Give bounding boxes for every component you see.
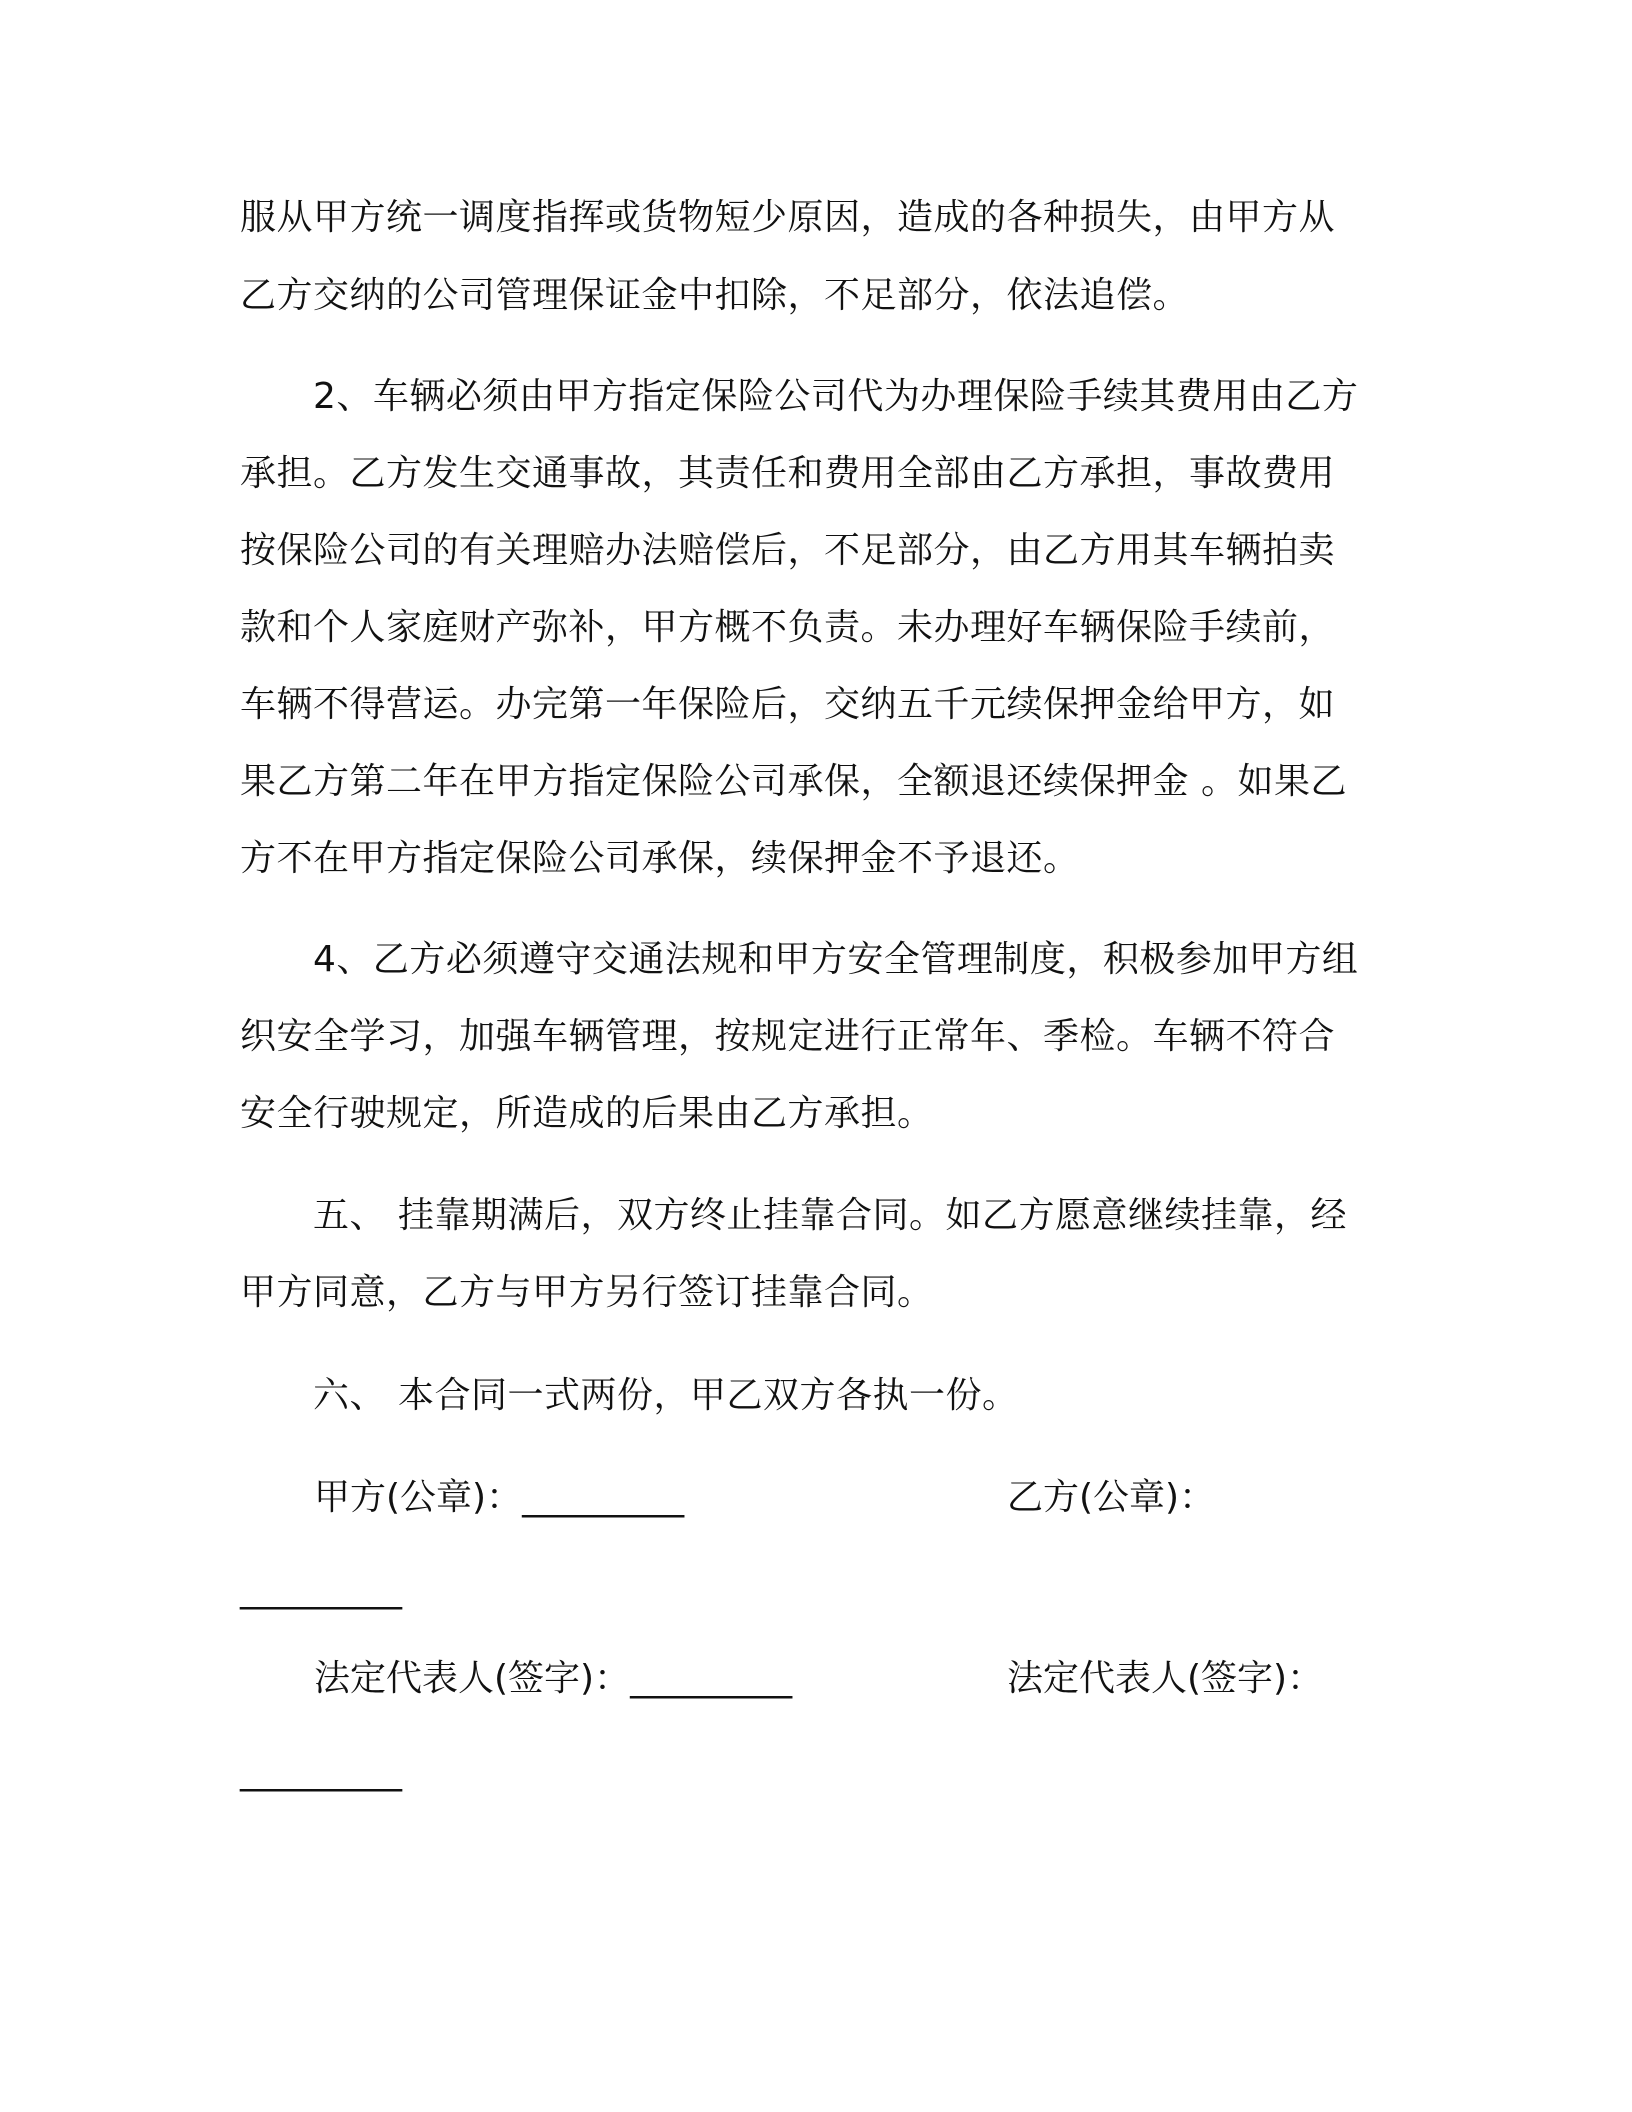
party-b-seal-label: 乙方(公章)： — [1007, 1477, 1216, 1518]
paragraph-line: 2、车辆必须由甲方指定保险公司代为办理保险手续其费用由乙方 — [240, 376, 1359, 417]
paragraph-line: 4、乙方必须遵守交通法规和甲方安全管理制度，积极参加甲方组 — [240, 939, 1359, 980]
paragraph-line: 织安全学习，加强车辆管理，按规定进行正常年、季检。车辆不符合 — [240, 1016, 1336, 1057]
party-b-seal-blank: _________ — [240, 1569, 402, 1610]
paragraph-line: 乙方交纳的公司管理保证金中扣除，不足部分，依法追偿。 — [240, 275, 1190, 316]
party-a-seal-field: 甲方(公章)：_________ — [314, 1477, 685, 1518]
paragraph-line: 款和个人家庭财产弥补，甲方概不负责。未办理好车辆保险手续前， — [240, 607, 1336, 648]
paragraph-line: 六、 本合同一式两份，甲乙双方各执一份。 — [240, 1375, 1019, 1416]
paragraph-line: 服从甲方统一调度指挥或货物短少原因，造成的各种损失，由甲方从 — [240, 197, 1336, 238]
paragraph-line: 车辆不得营运。办完第一年保险后，交纳五千元续保押金给甲方，如 — [240, 684, 1336, 725]
party-a-rep-field: 法定代表人(签字)：_________ — [314, 1658, 793, 1699]
paragraph-line: 承担。乙方发生交通事故，其责任和费用全部由乙方承担，事故费用 — [240, 453, 1336, 494]
party-b-rep-label: 法定代表人(签字)： — [1007, 1658, 1324, 1699]
party-b-rep-blank: _________ — [240, 1751, 402, 1792]
paragraph-line: 果乙方第二年在甲方指定保险公司承保，全额退还续保押金 。如果乙 — [240, 761, 1347, 802]
paragraph-line: 甲方同意，乙方与甲方另行签订挂靠合同。 — [240, 1272, 934, 1313]
paragraph-line: 方不在甲方指定保险公司承保，续保押金不予退还。 — [240, 838, 1080, 879]
paragraph-line: 安全行驶规定，所造成的后果由乙方承担。 — [240, 1093, 934, 1134]
paragraph-line: 五、 挂靠期满后，双方终止挂靠合同。如乙方愿意继续挂靠，经 — [240, 1195, 1347, 1236]
paragraph-line: 按保险公司的有关理赔办法赔偿后，不足部分，由乙方用其车辆拍卖 — [240, 530, 1336, 571]
